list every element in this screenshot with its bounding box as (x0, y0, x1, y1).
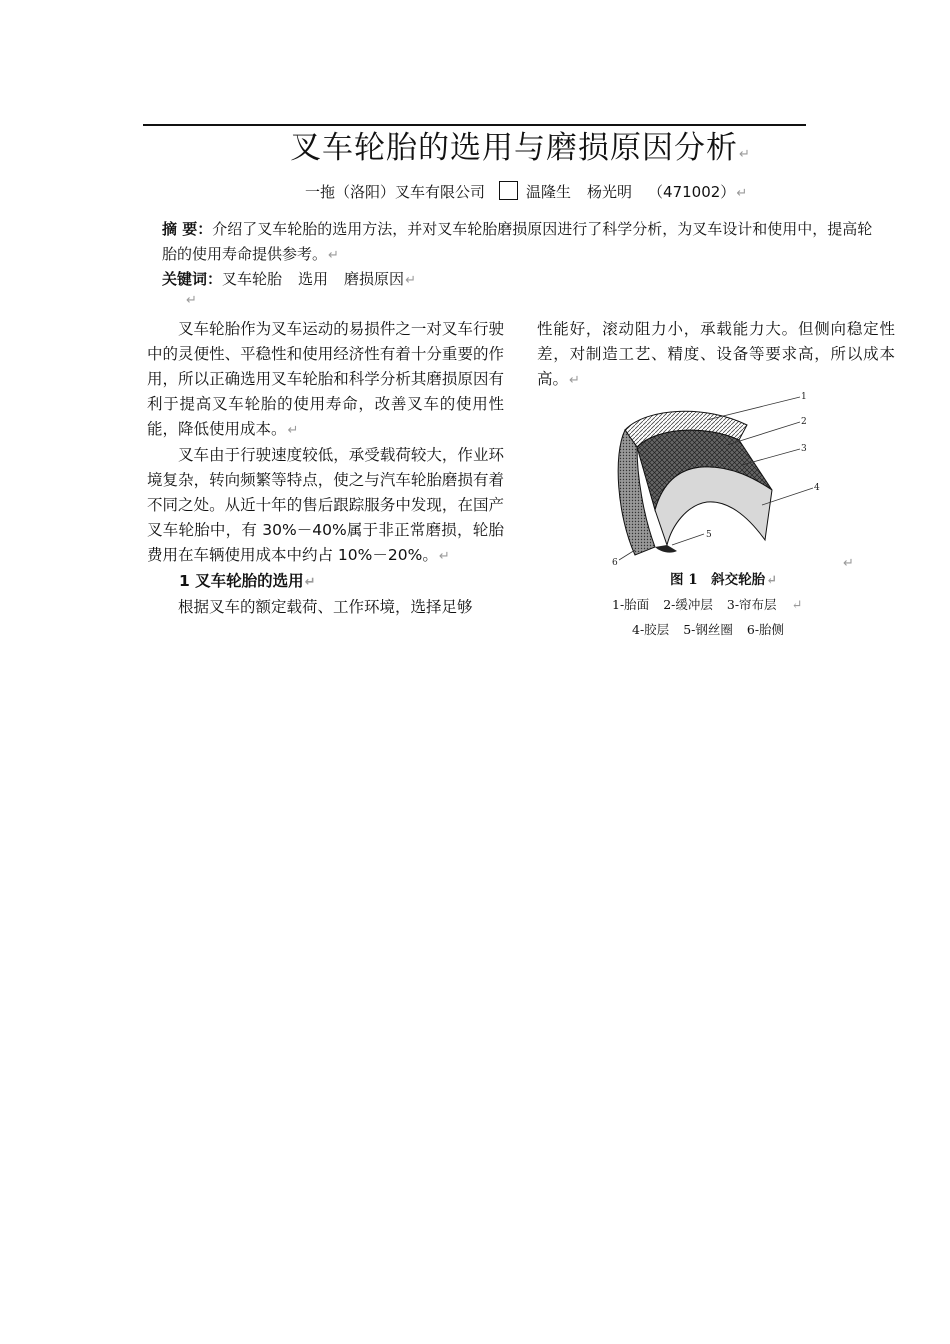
callout-label: 1 (801, 392, 807, 402)
keywords: 关键词：叉车轮胎 选用 磨损原因↵ (162, 270, 416, 288)
figure-caption: 图 1 斜交轮胎↵ (670, 572, 777, 588)
affiliation: 一拖（洛阳）叉车有限公司 (305, 183, 486, 201)
bead (655, 545, 677, 553)
paper-title: 叉车轮胎的选用与磨损原因分析↵ (290, 130, 750, 166)
paragraph-mark: ↵ (843, 556, 854, 571)
postcode: （471002） (648, 183, 736, 201)
abstract-text: 介绍了叉车轮胎的选用方法，并对叉车轮胎磨损原因进行了科学分析，为叉车设计和使用中，提高轮胎的使用寿命提供参考。 (162, 220, 873, 263)
figure-legend: 1-胎面 2-缓冲层 3-帘布层 ↵ (612, 597, 803, 613)
body-paragraph: 根据叉车的额定载荷、工作环境，选择足够 (178, 598, 473, 616)
paragraph-mark: ↵ (186, 293, 197, 308)
callout-label: 5 (706, 530, 712, 540)
keywords-label: 关键词： (162, 270, 223, 288)
body-paragraph: 叉车轮胎作为叉车运动的易损件之一对叉车行驶中的灵便性、平稳性和使用经济性有着十分重要的作用，所以正确选用叉车轮胎和科学分析其磨损原因有利于提高叉车轮胎的使用寿命，改善叉车的使用性能，降低使用成本。↵ (147, 320, 504, 438)
keyword: 选用 (298, 270, 329, 288)
column-right (537, 317, 895, 393)
keyword: 磨损原因 (344, 270, 405, 288)
keyword: 叉车轮胎 (222, 270, 283, 288)
section-heading: 1 叉车轮胎的选用↵ (179, 572, 316, 590)
author-line: 一拖（洛阳）叉车有限公司 温隆生 杨光明 （471002）↵ (305, 183, 748, 201)
abstract-label: 摘 要： (162, 220, 213, 238)
callout-label: 6 (612, 558, 618, 568)
author-name: 杨光明 (587, 183, 633, 201)
figure-legend: 4-胶层 5-钢丝圈 6-胎侧 (632, 622, 785, 637)
column-left (147, 317, 504, 620)
callout-label: 3 (801, 444, 807, 454)
callout-label: 2 (801, 417, 807, 427)
author-name: 温隆生 (526, 183, 572, 201)
body-paragraph: 性能好，滚动阻力小，承载能力大。但侧向稳定性差，对制造工艺、精度、设备等要求高，所以成本高。↵ (537, 320, 895, 388)
callout-label: 4 (814, 483, 820, 493)
tire-cross-section-figure (607, 385, 847, 571)
checkbox-icon (499, 181, 518, 200)
abstract: 摘 要：介绍了叉车轮胎的选用方法，并对叉车轮胎磨损原因进行了科学分析，为叉车设计和使用中，提高轮胎的使用寿命提供参考。↵ (162, 220, 873, 263)
body-paragraph: 叉车由于行驶速度较低，承受载荷较大，作业环境复杂，转向频繁等特点，使之与汽车轮胎磨损有着不同之处。从近十年的售后跟踪服务中发现，在国产叉车轮胎中，有 30%－40%属于非正常磨损，轮胎费用在车辆使用成本中约占 10%－20%。↵ (147, 446, 504, 564)
